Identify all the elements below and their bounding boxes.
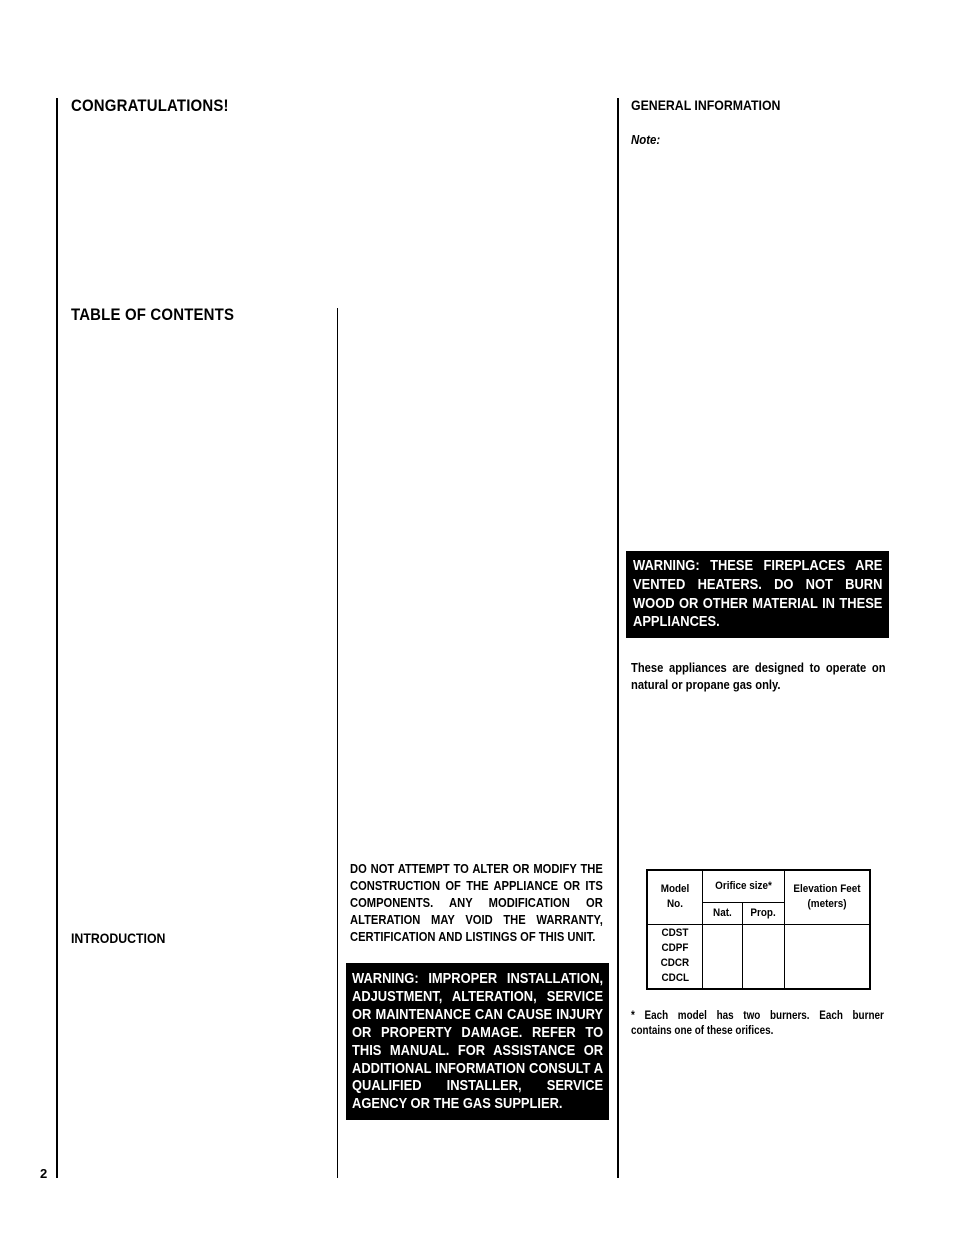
caution-paragraph-text: DO NOT ATTEMPT TO ALTER OR MODIFY THE CONSTRUCTION OF THE APPLIANCE OR ITS COMPONENTS. ANY MODIFICATION OR ALTERATION MAY VOID THE WARRANTY, CERTIFICATION AND LISTINGS OF THIS UNIT. xyxy=(350,861,603,944)
general-info-heading: GENERAL INFORMATION xyxy=(631,97,781,113)
fireplace-warning-box xyxy=(626,551,889,638)
model-cdcl: CDCL xyxy=(661,972,689,985)
installation-warning-text: WARNING: IMPROPER INSTALLATION, ADJUSTMENT, ALTERATION, SERVICE OR MAINTENANCE CAN CAUSE INJURY OR PROPERTY DAMAGE. REFER TO THIS MANUAL. FOR ASSISTANCE OR ADDITIONAL INFORMATION CONSULT A QUALIFIED INSTALLER, SERVICE AGENCY OR THE GAS SUPPLIER. xyxy=(352,970,604,1113)
nat-value-cell xyxy=(703,924,743,989)
installation-warning-box xyxy=(346,963,609,1120)
prop-value-cell xyxy=(743,924,785,989)
congratulations-heading: CONGRATULATIONS! xyxy=(71,96,229,115)
model-cdpf: CDPF xyxy=(661,942,689,955)
model-list-cell xyxy=(647,924,703,989)
nat-header: Nat. xyxy=(703,902,743,924)
table-footnote xyxy=(631,1009,887,1039)
gas-type-text: These appliances are designed to operate on natural or propane gas only. xyxy=(631,660,886,692)
orifice-size-header: Orifice size* xyxy=(703,870,785,902)
elevation-value-cell xyxy=(785,924,871,989)
table-footnote-text: * Each model has two burners. Each burner contains one of these orifices. xyxy=(631,1010,887,1037)
fireplace-warning-text: WARNING: THESE FIREPLACES ARE VENTED HEATERS. DO NOT BURN WOOD OR OTHER MATERIAL IN THESE APPLIANCES. xyxy=(633,557,883,631)
elevation-header: Elevation Feet (meters) xyxy=(785,870,871,924)
gas-type-paragraph xyxy=(631,659,886,693)
page-number: 2 xyxy=(40,1166,48,1181)
introduction-heading: INTRODUCTION xyxy=(71,930,166,946)
model-no-header: Model No. xyxy=(647,870,703,924)
toc-heading: TABLE OF CONTENTS xyxy=(71,305,235,324)
caution-paragraph xyxy=(350,860,603,945)
left-column-rule xyxy=(56,98,58,1178)
note-label: Note: xyxy=(631,132,661,147)
model-cdcr: CDCR xyxy=(660,957,690,970)
orifice-size-table xyxy=(646,869,871,990)
right-column-rule xyxy=(617,98,619,1178)
prop-header: Prop. xyxy=(743,902,785,924)
model-cdst: CDST xyxy=(661,927,689,940)
toc-divider-rule xyxy=(337,308,338,1178)
